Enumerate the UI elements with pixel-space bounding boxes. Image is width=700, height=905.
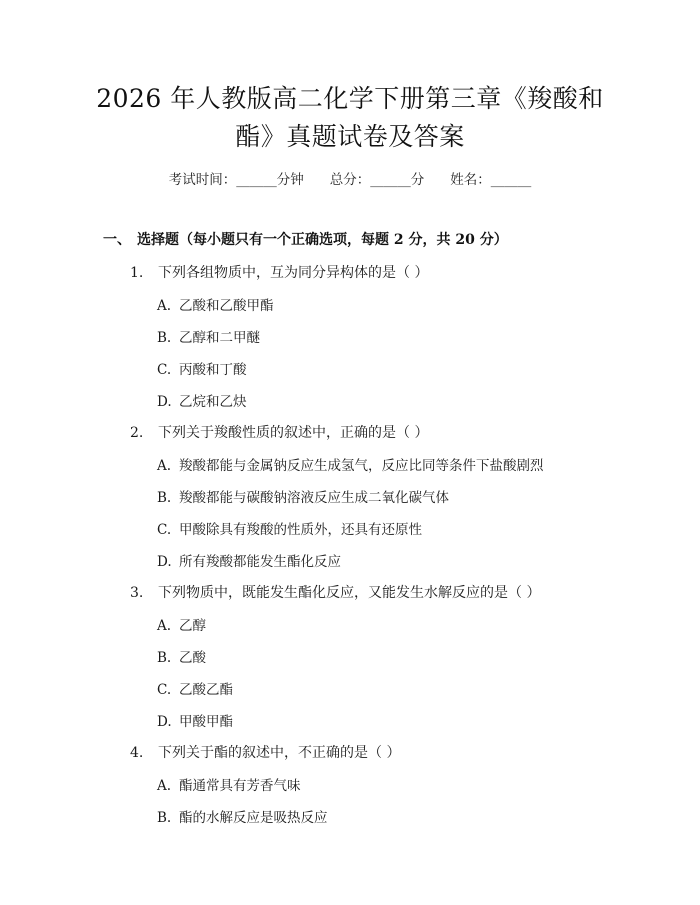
option-text: 酯通常具有芳香气味 bbox=[179, 778, 301, 794]
option-text: 羧酸都能与碳酸钠溶液反应生成二氧化碳气体 bbox=[179, 490, 449, 506]
option-item bbox=[157, 326, 260, 346]
option-text: 乙烷和乙炔 bbox=[179, 394, 247, 410]
option-text: 所有羧酸都能发生酯化反应 bbox=[179, 554, 341, 570]
option-letter: C. bbox=[157, 682, 172, 698]
option-text: 乙醇 bbox=[179, 618, 206, 634]
option-text: 乙酸乙酯 bbox=[179, 682, 233, 698]
option-item bbox=[157, 614, 206, 634]
option-letter: A. bbox=[157, 778, 172, 794]
exam-time-field: 考试时间：______分钟 bbox=[168, 172, 304, 188]
option-text: 甲酸除具有羧酸的性质外，还具有还原性 bbox=[179, 522, 422, 538]
option-item bbox=[157, 358, 247, 378]
option-item bbox=[157, 294, 274, 314]
option-letter: A. bbox=[157, 618, 172, 634]
question-text: 下列各组物质中，互为同分异构体的是（ ） bbox=[158, 265, 429, 281]
option-letter: B. bbox=[157, 330, 172, 346]
option-item bbox=[157, 550, 341, 570]
option-letter: B. bbox=[157, 650, 172, 666]
option-item bbox=[157, 678, 233, 698]
option-item bbox=[157, 390, 247, 410]
option-item bbox=[157, 806, 328, 826]
option-text: 酯的水解反应是吸热反应 bbox=[179, 810, 328, 826]
document-title-line-2: 酯》真题试卷及答案 bbox=[235, 122, 465, 151]
option-letter: A. bbox=[157, 458, 172, 474]
question-text: 下列关于酯的叙述中，不正确的是（ ） bbox=[158, 745, 401, 761]
question-number: 3. bbox=[130, 585, 144, 601]
option-text: 乙酸和乙酸甲酯 bbox=[179, 298, 274, 314]
question-text: 下列关于羧酸性质的叙述中，正确的是（ ） bbox=[158, 425, 429, 441]
question-text: 下列物质中，既能发生酯化反应，又能发生水解反应的是（ ） bbox=[158, 585, 541, 601]
question-number: 2. bbox=[130, 425, 144, 441]
option-letter: B. bbox=[157, 810, 172, 826]
option-letter: A. bbox=[157, 298, 172, 314]
option-text: 丙酸和丁酸 bbox=[179, 362, 247, 378]
question-number: 1. bbox=[130, 265, 144, 281]
option-letter: C. bbox=[157, 522, 172, 538]
name-field: 姓名：______ bbox=[450, 172, 532, 188]
option-letter: D. bbox=[157, 714, 172, 730]
option-item bbox=[157, 646, 206, 666]
document-title-line-1: 2026 年人教版高二化学下册第三章《羧酸和 bbox=[96, 84, 604, 113]
option-letter: C. bbox=[157, 362, 172, 378]
option-item bbox=[157, 486, 449, 506]
option-text: 乙酸 bbox=[179, 650, 206, 666]
section-number: 一、 bbox=[103, 232, 131, 248]
option-letter: B. bbox=[157, 490, 172, 506]
option-item bbox=[157, 518, 422, 538]
question-stem bbox=[130, 422, 428, 442]
exam-meta-line bbox=[0, 168, 700, 188]
option-item bbox=[157, 454, 544, 474]
option-item bbox=[157, 710, 233, 730]
question-number: 4. bbox=[130, 745, 144, 761]
section-heading bbox=[103, 229, 508, 249]
option-text: 甲酸甲酯 bbox=[179, 714, 233, 730]
question-stem bbox=[130, 582, 540, 602]
option-text: 乙醇和二甲醚 bbox=[179, 330, 260, 346]
question-stem bbox=[130, 742, 400, 762]
question-stem bbox=[130, 262, 428, 282]
option-letter: D. bbox=[157, 394, 172, 410]
option-letter: D. bbox=[157, 554, 172, 570]
option-item bbox=[157, 774, 301, 794]
section-title: 选择题（每小题只有一个正确选项，每题 2 分，共 20 分） bbox=[137, 232, 508, 248]
option-text: 羧酸都能与金属钠反应生成氢气，反应比同等条件下盐酸剧烈 bbox=[179, 458, 544, 474]
total-score-field: 总分：______分 bbox=[329, 172, 425, 188]
